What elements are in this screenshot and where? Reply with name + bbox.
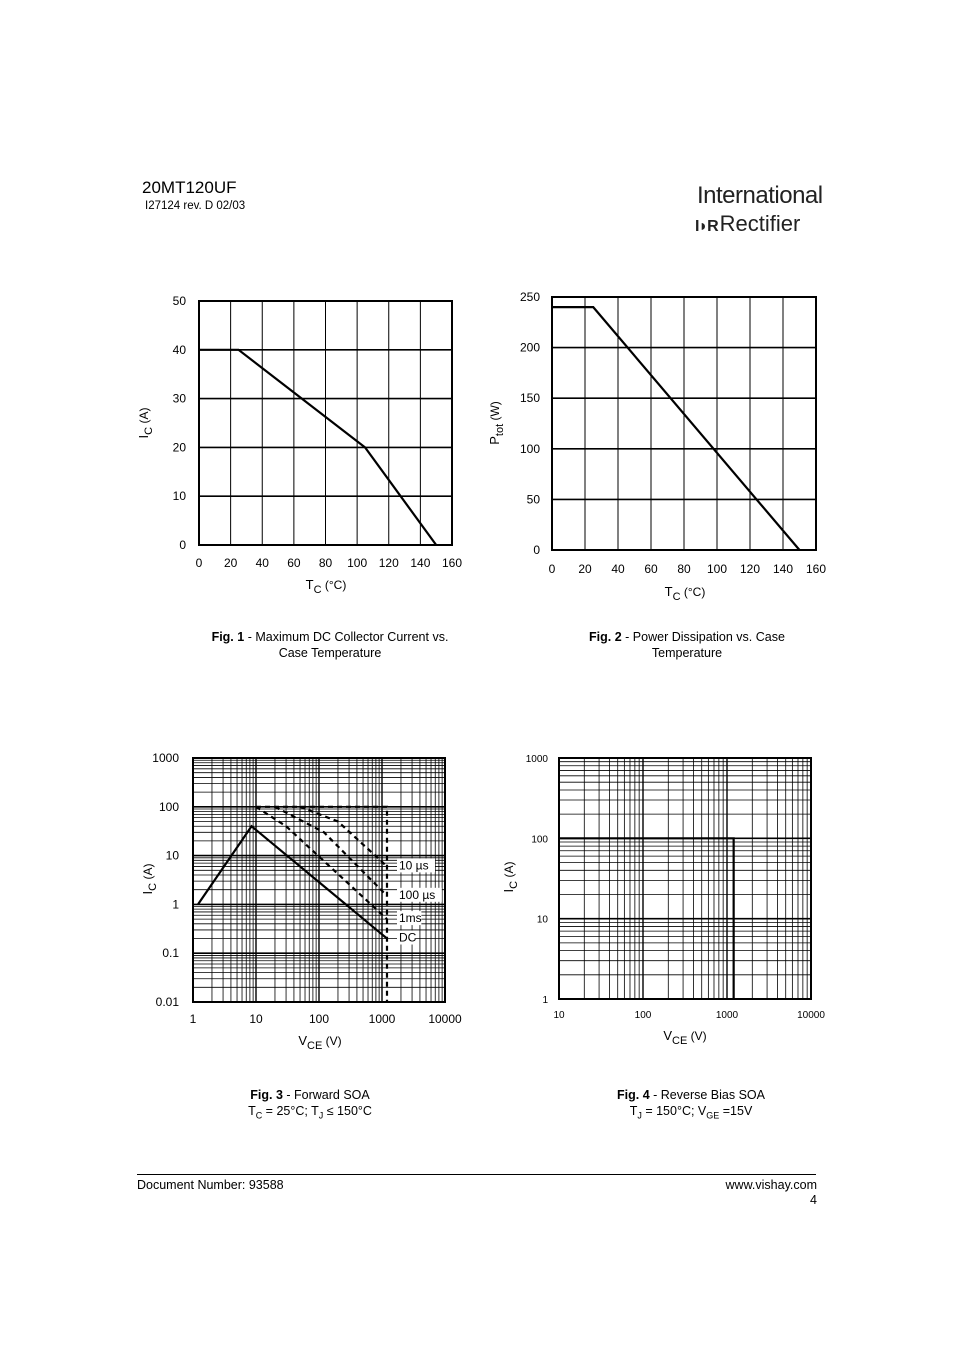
fig1-ytick-label: 0 xyxy=(179,538,186,552)
fig2-ytick-label: 250 xyxy=(519,290,540,304)
fig4-caption-bold: Fig. 4 xyxy=(617,1088,650,1102)
footer-divider xyxy=(137,1174,816,1175)
fig2-caption-line2: Temperature xyxy=(651,646,723,660)
fig2-ylabel: $P_{tot}$ (W) xyxy=(487,401,506,445)
fig1-xtick-label: 40 xyxy=(255,556,269,570)
fig1-ytick-label: 20 xyxy=(172,440,186,455)
fig3-ytick-label: 100 xyxy=(158,799,179,814)
fig4-caption xyxy=(541,1087,841,1124)
fig2-ytick-label: 150 xyxy=(519,391,540,406)
fig4-xtick-label: 10 xyxy=(553,1010,565,1021)
fig2-xtick-label: 100 xyxy=(706,562,728,576)
fig4-frame xyxy=(559,758,811,999)
fig1-xtick-label: 100 xyxy=(347,556,368,570)
fig2-xtick-label: 40 xyxy=(611,562,625,576)
fig2-xtick-label: 0 xyxy=(548,562,556,576)
fig1-xtick-label: 80 xyxy=(318,556,333,570)
fig2-xlabel: $T_C$ (°C) xyxy=(664,584,706,603)
fig1-caption-bold: Fig. 1 xyxy=(211,630,245,644)
fig1-ytick-label: 30 xyxy=(172,391,186,406)
fig1-ytick-label: 10 xyxy=(172,489,186,504)
part-number: 20MT120UF xyxy=(142,178,237,197)
fig3-ytick-label: 10 xyxy=(165,848,179,863)
fig1-xtick-label: 160 xyxy=(441,556,463,570)
fig2-ytick-label: 200 xyxy=(519,340,540,355)
fig1-xtick-label: 120 xyxy=(378,556,399,570)
fig3-caption-text: - Forward SOA xyxy=(282,1088,370,1102)
fig3-ytick-label: 0.01 xyxy=(155,995,179,1009)
fig1-xtick-label: 0 xyxy=(195,556,203,570)
fig3-ytick-label: 1000 xyxy=(152,751,179,765)
fig3-series-label: 100 µs xyxy=(398,887,436,902)
fig1-xtick-label: 20 xyxy=(223,556,238,570)
fig1-xlabel: $T_C$ (°C) xyxy=(305,577,347,596)
fig1-xtick-label: 140 xyxy=(410,556,431,570)
fig4-ytick-label: 1 xyxy=(542,995,548,1006)
fig2-ytick-label: 100 xyxy=(519,441,540,456)
fig2-ytick-label: 0 xyxy=(533,543,540,557)
fig3-xlabel: $V_{CE}$ (V) xyxy=(298,1033,342,1052)
revision-label: I27124 rev. D 02/03 xyxy=(145,200,246,212)
fig3-series-label: 10 µs xyxy=(398,858,429,873)
fig3-ytick-label: 1 xyxy=(172,897,179,912)
fig3-series-label: DC xyxy=(398,930,417,945)
ior-logo-mark: I◗R xyxy=(695,218,718,235)
fig4-ytick-label: 10 xyxy=(536,914,548,926)
fig3-series-label: 1ms xyxy=(398,911,422,926)
fig2-ytick-label: 50 xyxy=(526,492,540,507)
fig2-xtick-label: 60 xyxy=(644,562,658,576)
logo-rectifier-text: Rectifier xyxy=(719,211,801,236)
fig2-xtick-label: 20 xyxy=(578,562,592,576)
fig2-xtick-label: 160 xyxy=(805,562,827,576)
fig1-caption xyxy=(180,629,480,661)
document-number: Document Number: 93588 xyxy=(137,1178,284,1192)
fig3-caption-bold: Fig. 3 xyxy=(250,1088,283,1102)
fig4-caption-text: - Reverse Bias SOA xyxy=(649,1088,765,1102)
fig4-xtick-label: 100 xyxy=(634,1010,652,1021)
fig4-xlabel: $V_{CE}$ (V) xyxy=(663,1028,707,1047)
fig3-xtick-label: 100 xyxy=(308,1012,330,1026)
fig4-xtick-label: 1000 xyxy=(715,1010,739,1021)
fig3-caption xyxy=(160,1087,460,1124)
fig4-ytick-label: 100 xyxy=(531,834,548,846)
fig2-xtick-label: 120 xyxy=(739,562,761,576)
fig2-caption xyxy=(537,629,837,661)
fig3-xtick-label: 1000 xyxy=(368,1012,396,1026)
fig4-ytick-label: 1000 xyxy=(525,754,548,765)
fig1-xtick-label: 60 xyxy=(287,556,301,570)
fig4-caption-line2: $T_J = 150^\circ C$; $V_{GE} =15V$ xyxy=(629,1104,753,1121)
fig3-caption-line2: $T_C = 25^\circ C$; $T_J \le 150^\circ C$ xyxy=(248,1104,372,1121)
fig4-xtick-label: 10000 xyxy=(797,1010,825,1021)
fig2-series-line xyxy=(552,307,800,550)
page-number: 4 xyxy=(810,1193,817,1207)
fig1-caption-text: - Maximum DC Collector Current vs. xyxy=(244,630,449,644)
fig1-ytick-label: 40 xyxy=(172,342,186,357)
fig2-caption-text: - Power Dissipation vs. Case xyxy=(621,630,785,644)
fig3-xtick-label: 10000 xyxy=(428,1012,462,1026)
fig1-ytick-label: 50 xyxy=(172,294,186,308)
fig1-caption-line2: Case Temperature xyxy=(278,646,382,660)
fig3-ytick-label: 0.1 xyxy=(162,946,179,961)
website-link[interactable]: www.vishay.com xyxy=(725,1178,817,1192)
fig2-xtick-label: 140 xyxy=(772,562,794,576)
fig1-ylabel: $I_C$ (A) xyxy=(136,407,155,439)
fig2-caption-bold: Fig. 2 xyxy=(589,630,622,644)
logo-international: International xyxy=(697,182,823,209)
fig3-xtick-label: 10 xyxy=(249,1012,263,1026)
fig3-series-line xyxy=(198,826,387,938)
fig3-ylabel: $I_C$ (A) xyxy=(140,863,159,895)
fig3-xtick-label: 1 xyxy=(189,1012,197,1026)
fig2-xtick-label: 80 xyxy=(677,562,691,576)
fig4-ylabel: $I_C$ (A) xyxy=(501,861,520,893)
